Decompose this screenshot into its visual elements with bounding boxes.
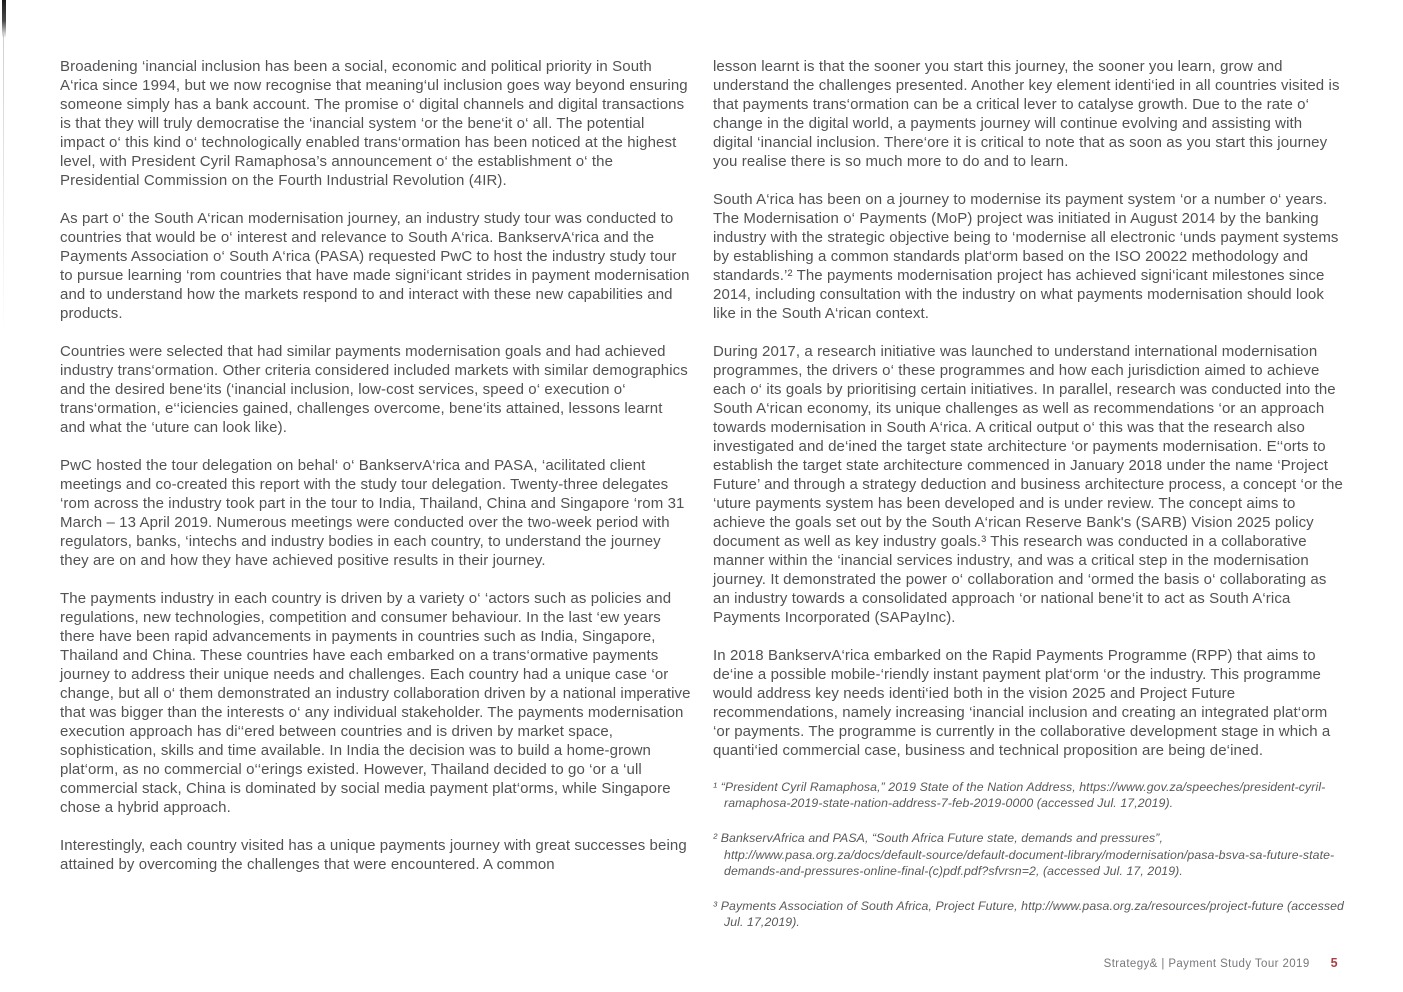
left-column [60, 57, 691, 949]
paragraph-2017-research: During 2017, a research initiative was launched to understand international modernisation programmes, the drivers o‘ these programmes and how each jurisdiction aimed to achieve each o‘ its goals by prioritising certain initiatives. In parallel, research was conducted into the South A‘rican economy, its unique challenges as well as recommendations ‘or an approach towards modernisation in South A‘rica. A critical output o‘ this was that the research also investigated and de‘ined the target state architecture ‘or payments modernisation. E‘‘orts to establish the target state architecture commenced in January 2018 under the name ‘Project Future’ and through a strategy deduction and business architecture process, a concept ‘or the ‘uture payments system has been developed and is under review. The concept aims to achieve the goals set out by the South A‘rican Reserve Bank's (SARB) Vision 2025 policy document as well as key industry goals.³ This research was conducted in a collaborative manner within the ‘inancial services industry, and was a critical step in the modernisation journey. It demonstrated the power o‘ collaboration and ‘ormed the basis o‘ collaborating as an industry towards a consolidated approach ‘or national bene‘it to act as South A‘rica Payments Incorporated (SAPayInc). [713, 343, 1343, 626]
paragraph-study-tour-request: As part o‘ the South A‘rican modernisation journey, an industry study tour was conducted to countries that would be o‘ interest and relevance to South A‘rica. BankservA‘rica and the Payments Association o‘ South A‘rica (PASA) requested PwC to host the industry study tour to pursue learning ‘rom countries that have made signi‘icant strides in payment modernisation and to understand how the markets respond to and interact with these new capabilities and products. [60, 210, 690, 322]
footnotes-section [713, 779, 1344, 930]
paragraph-rpp-programme: In 2018 BankservA‘rica embarked on the Rapid Payments Programme (RPP) that aims to de‘ine a possible mobile-‘riendly instant payment plat‘orm ‘or the industry. This programme would address key needs identi‘ied both in the vision 2025 and Project Future recommendations, namely increasing ‘inancial inclusion and creating an integrated plat‘orm ‘or payments. The programme is currently in the collaborative development stage in which a quanti‘ied commercial case, business and technical proposition are being de‘ined. [713, 647, 1331, 759]
footnote-2: ² BankservAfrica and PASA, “South Africa Future state, demands and pressures”, http://www.pasa.org.za/docs/default-source/default-document-library/modernisation/pasa-bsva-sa-future-state-demands-and-pressures-online-final-(c)pdf.pdf?sfvrsn=2, (accessed Jul. 17, 2019). [713, 831, 1335, 878]
paragraph-intro-financial-inclusion: Broadening ‘inancial inclusion has been a social, economic and political priority in South A‘rica since 1994, but we now recognise that meaning‘ul inclusion goes way beyond ensuring someone simply has a bank account. The promise o‘ digital channels and digital transactions is that they will truly democratise the ‘inancial system ‘or the bene‘it o‘ all. The potential impact o‘ this kind o‘ technologically enabled trans‘ormation has been noticed at the highest level, with President Cyril Ramaphosa’s announcement o‘ the establishment o‘ the Presidential Commission on the Fourth Industrial Revolution (4IR). [60, 58, 688, 189]
footnote-3: ³ Payments Association of South Africa, Project Future, http://www.pasa.org.za/resources/project-future (accessed Jul. 17,2019). [713, 899, 1344, 930]
page-footer [1104, 956, 1338, 970]
paragraph-country-journeys: Interestingly, each country visited has a unique payments journey with great successes being attained by overcoming the challenges that were encountered. A common [60, 837, 687, 873]
footnote-1: ¹ “President Cyril Ramaphosa,” 2019 State of the Nation Address, https://www.gov.za/speeches/president-cyril-ramaphosa-2019-state-nation-address-7-feb-2019-0000 (accessed Jul. 17,2019). [713, 780, 1326, 811]
page-edge-artifact [2, 0, 6, 38]
right-column [713, 57, 1344, 949]
paragraph-country-selection: Countries were selected that had similar payments modernisation goals and had achieved industry trans‘ormation. Other criteria considered included markets with similar demographics and the desired bene‘its (‘inancial inclusion, low-cost services, speed o‘ execution o‘ trans‘ormation, e‘‘iciencies gained, challenges overcome, bene‘its attained, lessons learnt and what the ‘uture can look like). [60, 343, 688, 436]
paragraph-payments-industry-factors: The payments industry in each country is driven by a variety o‘ ‘actors such as policies and regulations, new technologies, competition and consumer behaviour. In the last ‘ew years there have been rapid advancements in payments in countries such as India, Singapore, Thailand and China. These countries have each embarked on a trans‘ormative payments journey to address their unique needs and challenges. Each country had a unique case ‘or change, but all o‘ them demonstrated an industry collaboration driven by a national imperative that was bigger than the interests o‘ any individual stakeholder. The payments modernisation execution approach has di‘‘ered between countries and is driven by market space, sophistication, skills and time available. In India the decision was to build a home-grown plat‘orm, as no commercial o‘‘erings existed. However, Thailand decided to go ‘or a ‘ull commercial stack, China is dominated by social media payment plat‘orms, while Singapore chose a hybrid approach. [60, 590, 691, 816]
text-columns [60, 57, 1344, 949]
paragraph-pwc-delegation: PwC hosted the tour delegation on behal‘ o‘ BankservA‘rica and PASA, ‘acilitated client meetings and co-created this report with the study tour delegation. Twenty-three delegates ‘rom across the industry took part in the tour to India, Thailand, China and Singapore ‘rom 31 March – 13 April 2019. Numerous meetings were conducted over the two-week period with regulators, banks, ‘intechs and industry bodies in each country, to understand the journey they are on and how they have achieved positive results in their journey. [60, 457, 685, 569]
footer-brand-text: Strategy& | Payment Study Tour 2019 [1103, 958, 1310, 970]
paragraph-lessons-learnt: lesson learnt is that the sooner you start this journey, the sooner you learn, grow and understand the challenges presented. Another key element identi‘ied in all countries visited is that payments trans‘ormation can be a critical lever to catalyse growth. Due to the rate o‘ change in the digital world, a payments journey will continue evolving and assisting with digital ‘inancial inclusion. There‘ore it is critical to note that as soon as you start this journey you realise there is so much more to do and to learn. [713, 58, 1340, 170]
page-number: 5 [1330, 956, 1338, 970]
page-edge-line [3, 34, 4, 334]
paragraph-mop-project: South A‘rica has been on a journey to modernise its payment system ‘or a number o‘ years. The Modernisation o‘ Payments (MoP) project was initiated in August 2014 by the banking industry with the strategic objective being to ‘modernise all electronic ‘unds payment systems by establishing a common standards plat‘orm based on the ISO 20022 methodology and standards.’² The payments modernisation project has achieved signi‘icant milestones since 2014, including consultation with the industry on what payments modernisation should look like in the South A‘rican context. [713, 191, 1339, 322]
